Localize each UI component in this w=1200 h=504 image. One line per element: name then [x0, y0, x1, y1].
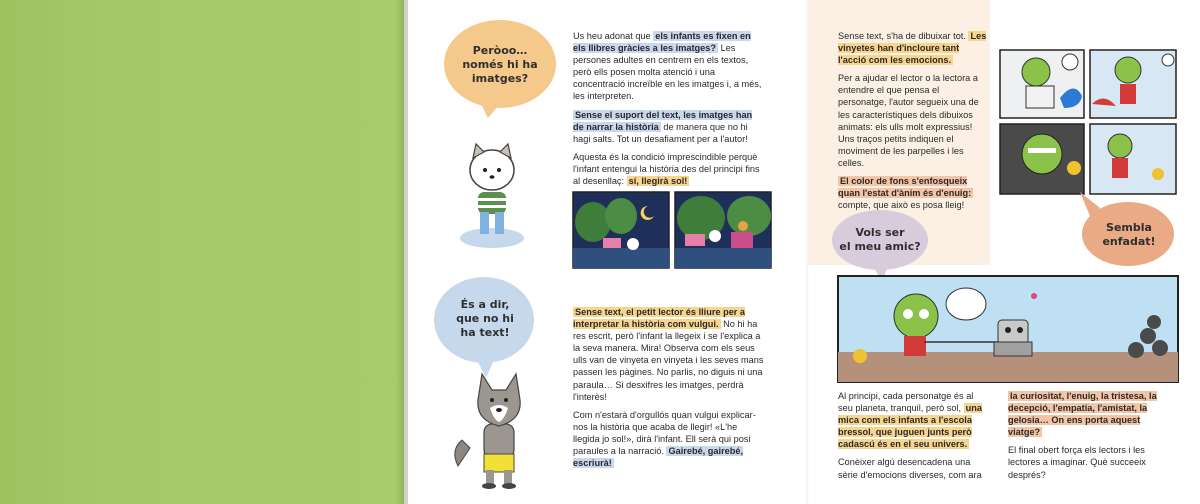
- bubble-text-pero: [450, 30, 550, 100]
- emocions-text-block: [1008, 390, 1168, 487]
- bubble-line: Vols ser: [855, 226, 905, 239]
- bubble-line: Peròoo…: [472, 44, 528, 57]
- text-run: No hi ha res escrit, però l'infant la llegeix i se l'explica a la seva manera. Mira! Observa com els seus ulls van de vinyeta en vinyeta i les seves mans passen les pàgines. No parlis, no diguis ni una paraula… Si desxifres les imatges, perdrà l'interès!: [573, 319, 764, 402]
- book-back-cover: [0, 0, 404, 504]
- bubble-text-vols-ser: [836, 218, 924, 262]
- text-run: Conèixer algú desencadena una sèrie d'emocions diverses, com ara: [838, 457, 982, 480]
- page-gutter: [806, 0, 809, 504]
- text-run: Per a ajudar el lector o la lectora a entendre el que pensa el personatge, l'autor segueix una de les característiques dels dibuixos animats: els ulls molt expressius! Uns traços petits indiquen el moviment de les parpelles i les celles.: [838, 73, 979, 168]
- highlight-text: una mica com els infants a l'escola bressol, que juguen junts però cadascú és en el seu univers.: [838, 403, 982, 450]
- wolf-character-illustration: [448, 370, 548, 498]
- text-run: compte, que això es posa lleig!: [838, 200, 965, 211]
- highlight-text: Les vinyetes han d'incloure tant l'acció com les emocions.: [838, 31, 987, 66]
- bubble-line: el meu amic?: [839, 240, 921, 253]
- text-run: de manera que no hi hagi salts. Tot un desafiament per a l'autor!: [573, 121, 748, 144]
- bubble-text-es-a-dir: [440, 286, 530, 352]
- highlight-text: Gairebé, gairebé, escriurà!: [573, 446, 744, 469]
- lliure-text-block: [573, 306, 765, 475]
- cat-character-illustration: [452, 140, 532, 250]
- text-run: Les persones adultes en centrem en els textos, però ells posen molta atenció i una concentració increïble en les imatges i, a més, les interpreten.: [573, 43, 762, 102]
- highlight-text: els infants es fixen en els llibres gràcies a les imatges?: [573, 31, 751, 54]
- text-run: Al principi, cada personatge és al seu planeta, tranquil, però sol,: [838, 391, 974, 414]
- bubble-line: ha text!: [460, 326, 510, 339]
- bubble-line: enfadat!: [1102, 235, 1156, 248]
- bubble-line: imatges?: [471, 72, 529, 85]
- highlight-text: Sense text, el petit lector és lliure per a interpretar la història com vulgui.: [573, 307, 746, 330]
- alien-comic-grid: [1000, 50, 1176, 194]
- highlight-text: sí, llegirà sol!: [628, 176, 688, 187]
- cover-shadow: [396, 0, 404, 504]
- bubble-line: Sembla: [1106, 221, 1152, 234]
- intro-text-block: [573, 30, 765, 193]
- night-comic-panels: [573, 192, 771, 268]
- highlight-text: Sense el suport del text, les imatges han de narrar la història: [573, 109, 753, 132]
- highlight-text: la curiositat, l'enuig, la tristesa, la decepció, l'empatia, l'amistat, la gelosia… On ens porta aquest viatge?: [1008, 391, 1157, 438]
- alien-robot-panel: [838, 276, 1178, 382]
- bubble-line: És a dir,: [460, 298, 510, 311]
- text-run: Sense text, s'ha de dibuixar tot.: [838, 31, 966, 41]
- highlight-text: El color de fons s'enfosqueix quan l'estat d'ànim és d'enuig:: [838, 176, 972, 199]
- text-run: Com n'estarà d'orgullós quan vulgui explicar-nos la història que acaba de llegir! «L'he llegida jo sol!», dirà l'infant. Ell serà qui posi paraules a la narració.: [573, 409, 756, 457]
- bubble-line: que no hi: [456, 312, 514, 325]
- planeta-text-block: [838, 390, 988, 487]
- bubble-line: només hi ha: [462, 58, 538, 71]
- vinyetes-text-block: [838, 30, 988, 217]
- text-run: El final obert força els lectors i les lectores a imaginar. Què succeeix després?: [1008, 445, 1146, 480]
- text-run: Aquesta és la condició imprescindible perquè l'infant entengui la història des del principi fins al desenllaç:: [573, 151, 760, 187]
- text-run: Us heu adonat que: [573, 31, 651, 41]
- bubble-text-sembla-enfadat: [1090, 214, 1168, 256]
